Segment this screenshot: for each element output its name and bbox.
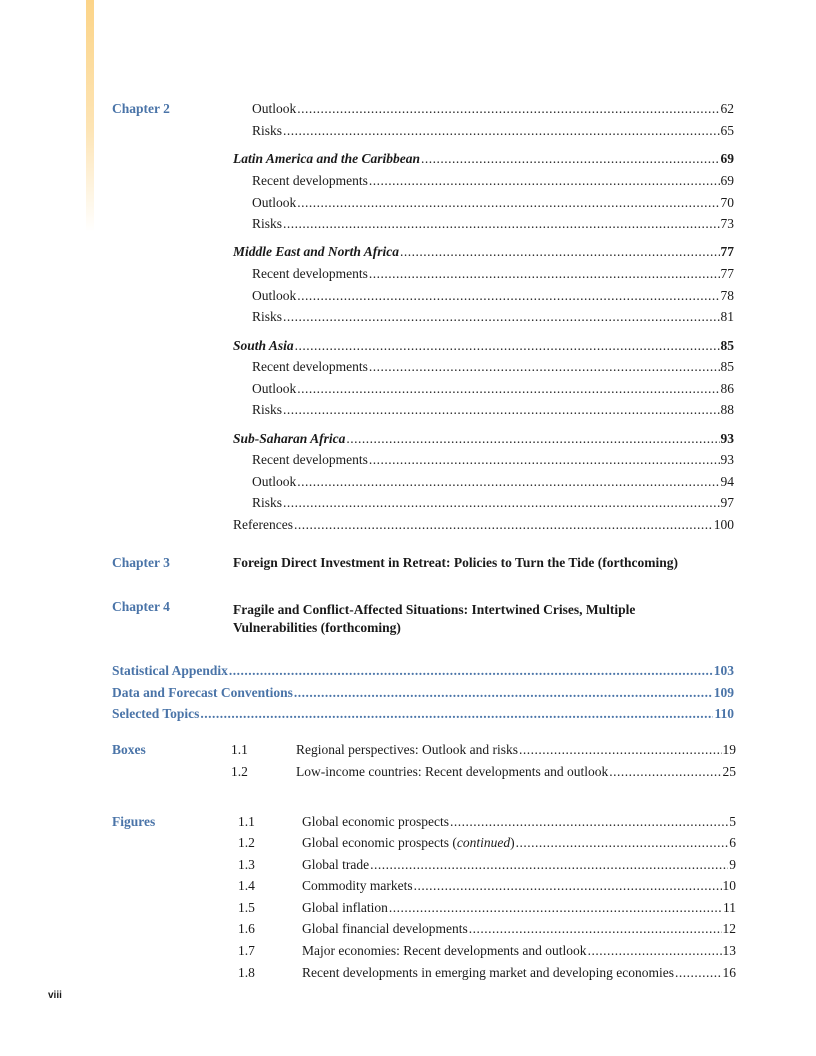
toc-entry-page: 11 [723,900,736,915]
toc-entry-page: 25 [722,764,736,779]
chapter-4-label: Chapter 4 [112,599,170,614]
toc-entry-page: 77 [720,266,734,281]
toc-entry-title: Recent developments in emerging market and developing economies [302,965,675,980]
dot-leader [297,194,719,212]
boxes-label: Boxes [112,742,146,757]
dot-leader [297,100,719,118]
toc-entry-title: Risks [252,309,283,324]
toc-entry[interactable] [252,100,734,118]
dot-leader [297,380,719,398]
dot-leader [389,899,722,917]
toc-entry[interactable] [252,122,734,140]
dot-leader [421,150,719,168]
toc-entry-page: 78 [720,288,734,303]
toc-entry-title: Global economic prospects [302,814,449,829]
toc-entry-page: 5 [729,814,736,829]
toc-entry[interactable] [112,662,734,680]
toc-entry-page: 81 [720,309,734,324]
dot-leader [450,813,728,831]
toc-entry-page: 16 [722,965,736,980]
figure-number: 1.5 [238,900,255,915]
toc-entry[interactable] [233,430,734,448]
toc-entry-page: 94 [720,474,734,489]
toc-entry[interactable] [252,172,734,190]
dot-leader [469,920,722,938]
toc-entry-title: Global inflation [302,900,388,915]
toc-entry[interactable] [233,516,734,534]
dot-leader [283,308,719,326]
toc-entry-page: 103 [713,663,734,678]
toc-entry-page: 10 [722,878,736,893]
toc-entry[interactable] [233,337,734,355]
toc-entry[interactable] [252,380,734,398]
accent-bar [86,0,94,232]
toc-entry-title: Middle East and North Africa [233,244,400,259]
toc-entry-page: 62 [720,101,734,116]
toc-entry-title: Recent developments [252,359,368,374]
toc-entry-page: 70 [720,195,734,210]
figures-label: Figures [112,814,156,829]
toc-entry-title: Regional perspectives: Outlook and risks [296,742,518,757]
dot-leader [294,516,713,534]
toc-entry[interactable] [252,494,734,512]
dot-leader [519,741,722,759]
toc-entry-title: Commodity markets [302,878,413,893]
toc-entry-title: South Asia [233,338,294,353]
toc-entry-page: 85 [720,338,734,353]
dot-leader [200,705,713,723]
dot-leader [283,215,719,233]
chapter-3-title: Foreign Direct Investment in Retreat: Policies to Turn the Tide (forthcoming) [233,555,678,570]
toc-entry-title: Risks [252,495,283,510]
figure-number: 1.7 [238,943,255,958]
toc-entry-page: 69 [720,151,734,166]
toc-entry-title: Risks [252,123,283,138]
dot-leader [297,473,719,491]
toc-entry[interactable] [252,473,734,491]
toc-entry-page: 9 [729,857,736,872]
toc-entry-page: 12 [722,921,736,936]
figure-number: 1.6 [238,921,255,936]
toc-entry[interactable] [302,942,736,960]
dot-leader [369,265,720,283]
box-number: 1.1 [231,742,248,757]
toc-entry[interactable] [252,194,734,212]
toc-entry-title: Selected Topics [112,706,200,721]
toc-entry[interactable] [302,877,736,895]
dot-leader [294,684,713,702]
toc-entry-page: 93 [720,452,734,467]
toc-entry-title: Outlook [252,101,297,116]
toc-entry[interactable] [252,308,734,326]
dot-leader [229,662,713,680]
toc-entry[interactable] [252,215,734,233]
box-number: 1.2 [231,764,248,779]
toc-entry-title: Global trade [302,857,370,872]
toc-entry-title: Major economies: Recent developments and outlook [302,943,587,958]
toc-entry-title: Outlook [252,381,297,396]
figure-number: 1.4 [238,878,255,893]
toc-entry-page: 86 [720,381,734,396]
dot-leader [675,964,721,982]
toc-entry-page: 93 [720,431,734,446]
chapter-2-label: Chapter 2 [112,101,170,116]
toc-entry[interactable] [296,741,736,759]
chapter-4-title-line1: Fragile and Conflict-Affected Situations: Intertwined Crises, Multiple [233,602,636,617]
toc-entry-page: 6 [729,835,736,850]
toc-entry-title: Outlook [252,288,297,303]
toc-entry-page: 65 [720,123,734,138]
toc-entry-page: 77 [720,244,734,259]
dot-leader [369,358,720,376]
toc-entry-page: 73 [720,216,734,231]
toc-entry-title: References [233,517,293,532]
toc-entry-page: 109 [713,685,734,700]
toc-entry[interactable] [252,451,734,469]
dot-leader [283,494,719,512]
toc-entry[interactable] [112,684,734,702]
dot-leader [414,877,722,895]
toc-entry-title: Global economic prospects (continued) [302,835,515,850]
toc-entry-page: 69 [720,173,734,188]
toc-entry-title: Sub-Saharan Africa [233,431,346,446]
dot-leader [283,401,719,419]
toc-entry-page: 85 [720,359,734,374]
toc-entry[interactable] [302,813,736,831]
dot-leader [370,856,728,874]
dot-leader [295,337,720,355]
toc-entry[interactable] [296,763,736,781]
dot-leader [283,122,719,140]
toc-entry-page: 13 [722,943,736,958]
toc-entry[interactable] [252,358,734,376]
toc-entry-title: Outlook [252,195,297,210]
toc-entry-title: Recent developments [252,266,368,281]
toc-entry-page: 100 [713,517,734,532]
toc-entry[interactable] [302,856,736,874]
page-folio: viii [48,990,62,1001]
toc-entry-title: Recent developments [252,173,368,188]
dot-leader [369,451,720,469]
toc-entry-page: 97 [720,495,734,510]
figure-number: 1.2 [238,835,255,850]
dot-leader [400,243,719,261]
figure-number: 1.3 [238,857,255,872]
toc-entry[interactable] [302,899,736,917]
toc-entry-title: Global financial developments [302,921,468,936]
toc-entry[interactable] [252,265,734,283]
toc-entry-title: Recent developments [252,452,368,467]
toc-entry-title: Risks [252,216,283,231]
chapter-3-label: Chapter 3 [112,555,170,570]
toc-entry-page: 110 [714,706,734,721]
toc-entry[interactable] [112,705,734,723]
figure-number: 1.1 [238,814,255,829]
dot-leader [346,430,719,448]
toc-entry[interactable] [302,834,736,852]
toc-entry-title: Risks [252,402,283,417]
toc-entry-title: Low-income countries: Recent developments and outlook [296,764,609,779]
dot-leader [609,763,721,781]
toc-entry[interactable] [233,150,734,168]
toc-entry-title: Outlook [252,474,297,489]
toc-entry[interactable] [233,243,734,261]
dot-leader [297,287,719,305]
dot-leader [516,834,729,852]
dot-leader [588,942,722,960]
toc-entry[interactable] [252,401,734,419]
toc-entry[interactable] [252,287,734,305]
toc-entry[interactable] [302,964,736,982]
figure-number: 1.8 [238,965,255,980]
toc-entry[interactable] [302,920,736,938]
toc-entry-title: Latin America and the Caribbean [233,151,421,166]
chapter-4-title-line2: Vulnerabilities (forthcoming) [233,620,401,635]
toc-entry-title: Data and Forecast Conventions [112,685,293,700]
toc-entry-page: 88 [720,402,734,417]
dot-leader [369,172,720,190]
toc-entry-page: 19 [722,742,736,757]
toc-entry-title: Statistical Appendix [112,663,228,678]
